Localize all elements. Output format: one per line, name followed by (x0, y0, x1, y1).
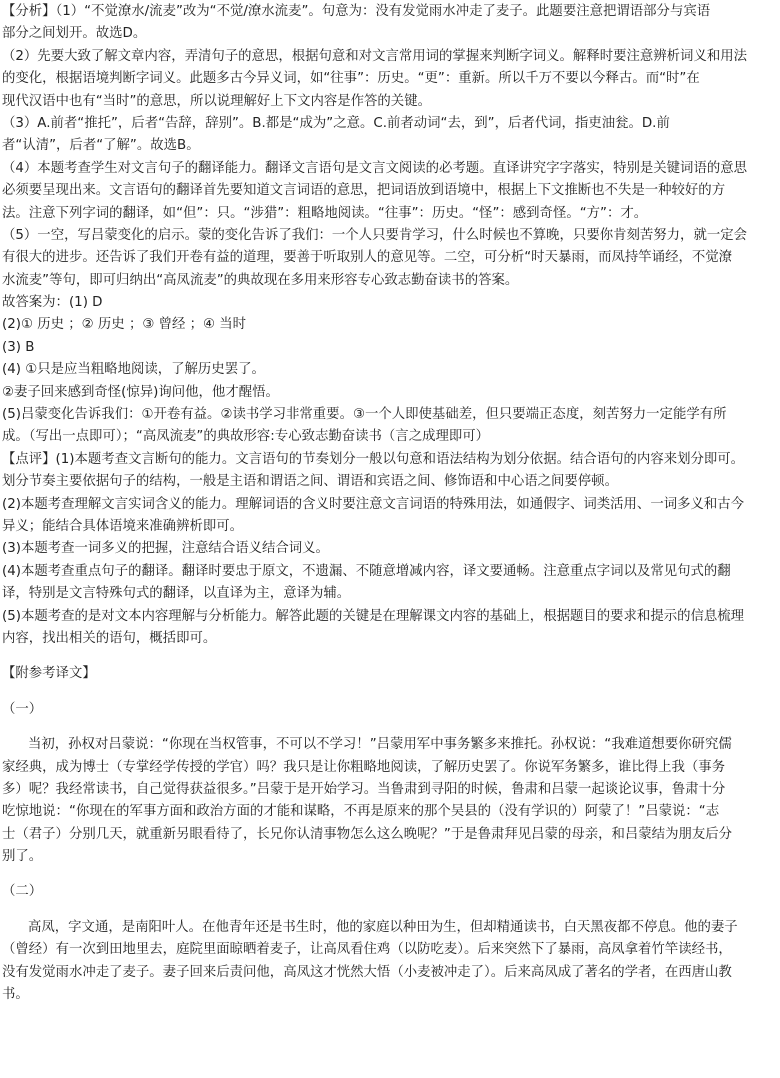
answer-line: (2)① 历史 ；② 历史 ；③ 曾经 ；④ 当时 (2, 317, 247, 333)
part-one-heading: （一） (2, 701, 43, 717)
analysis-line: 必须要呈现出来。文言语句的翻译首先要知道文言词语的意思，把词语放到语境中，根据上下文推断也不失是一种较好的方 (2, 183, 726, 199)
translation-heading: 【附参考译文】 (2, 666, 96, 682)
spacer (2, 904, 776, 917)
analysis-line: （2）先要大致了解文章内容，弄清句子的意思，根据句意和对文言常用词的掌握来判断字词义。解释时要注意辨析词义和用法 (2, 48, 747, 64)
comment-line: (2)本题考查理解文言实词含义的能力。理解词语的含义时要注意文言词语的特殊用法，如通假字、词类活用、一词多义和古今 (2, 496, 745, 512)
answer-line: (5)吕蒙变化告诉我们：①开卷有益。②读书学习非常重要。③一个人即使基础差，但只要端正态度，刻苦努力一定能学有所 (2, 407, 727, 423)
translation-line: 士（君子）分别几天，就重新另眼看待了，长兄你认清事物怎么这么晚呢？”于是鲁肃拜见吕蒙的母亲，和吕蒙结为朋友后分 (2, 826, 733, 842)
translation-line: 家经典，成为博士（专掌经学传授的学官）吗？我只是让你粗略地阅读，了解历史罢了。你说军务繁多，谁比得上我（事务 (2, 759, 726, 775)
analysis-line: 法。注意下列字词的翻译，如“但”：只。“涉猎”：粗略地阅读。“往事”：历史。“怪”：感到奇怪。“方”：才。 (2, 205, 648, 221)
translation-line: 当初，孙权对吕蒙说：“你现在当权管事，不可以不学习！”吕蒙用军中事务繁多来推托。孙权说：“我难道想要你研究儒 (28, 737, 732, 753)
translation-part-one (2, 734, 776, 868)
spacer (2, 650, 776, 663)
analysis-line: 水流麦”等句，即可归纳出“高凤流麦”的典故现在多用来形容专心致志勤奋读书的答案。 (2, 272, 519, 288)
analysis-line: 现代汉语中也有“当时”的意思，所以说理解好上下文内容是作答的关键。 (2, 93, 431, 109)
comment-line: 异义；能结合具体语境来准确辨析即可。 (2, 518, 244, 534)
answer-line: (3) B (2, 339, 35, 355)
answer-line: 成。（写出一点即可）；“高凤流麦”的典故形容:专心致志勤奋读书（言之成理即可） (2, 429, 490, 445)
spacer (2, 868, 776, 881)
translation-line: 没有发觉雨水冲走了麦子。妻子回来后责问他，高凤这才恍然大悟（小麦被冲走了）。后来高凤成了著名的学者，在西唐山教 (2, 964, 732, 980)
answer-line: (4) ①只是应当粗略地阅读，了解历史罢了。 (2, 362, 265, 378)
analysis-line: 部分之间划开。故选D。 (2, 26, 147, 42)
translation-line: 吃惊地说：“你现在的军事方面和政治方面的才能和谋略，不再是原来的那个吴县的（没有学识的）阿蒙了！”吕蒙说：“志 (2, 804, 720, 820)
part-two-heading: （二） (2, 884, 43, 900)
analysis-line: （3）A.前者“推托”，后者“告辞，辞别”。B.都是“成为”之意。C.前者动词“去，到”，后者代词，指吏油瓮。D.前 (2, 115, 670, 131)
spacer (2, 721, 776, 734)
comment-line: 划分节奏主要依据句子的结构，一般是主语和谓语之间、谓语和宾语之间、修饰语和中心语之间要停顿。 (2, 474, 618, 490)
translation-line: （曾经）有一次到田地里去，庭院里面晾晒着麦子，让高凤看住鸡（以防吃麦）。后来突然下了暴雨，高凤拿着竹竿读经书， (2, 942, 732, 958)
translation-line: 多）呢？我经常读书，自己觉得获益很多。”吕蒙于是开始学习。当鲁肃到寻阳的时候，鲁肃和吕蒙一起谈论议事，鲁肃十分 (2, 781, 726, 797)
analysis-line: （5）一空，写吕蒙变化的启示。蒙的变化告诉了我们：一个人只要肯学习，什么时候也不算晚，只要你肯刻苦努力，就一定会 (2, 227, 747, 243)
comment-line: (5)本题考查的是对文本内容理解与分析能力。解答此题的关键是在理解课文内容的基础上，根据题目的要求和提示的信息梳理 (2, 608, 745, 624)
answer-line: ②妻子回来感到奇怪(惊异)询问他，他才醒悟。 (2, 384, 279, 400)
comment-line: (4)本题考查重点句子的翻译。翻译时要忠于原文，不遗漏、不随意增减内容，译文要通畅。注意重点字词以及常见句式的翻 (2, 563, 731, 579)
analysis-line: 【分析】（1）“不觉潦水/流麦”改为“不觉/潦水流麦”。句意为：没有发觉雨水冲走了麦子。此题要注意把谓语部分与宾语 (2, 4, 711, 19)
comments-section (2, 449, 776, 651)
translation-line: 书。 (2, 987, 29, 1003)
analysis-line: 的变化，根据语境判断字词义。此题多古今异义词，如“往事”：历史。“更”：重新。所以千万不要以今释古。而“时”在 (2, 71, 700, 87)
analysis-line: 者“认清”，后者“了解”。故选B。 (2, 138, 200, 154)
comment-line: 【点评】(1)本题考查文言断句的能力。文言语句的节奏划分一般以句意和语法结构为划分依据。结合语句的内容来划分即可。 (2, 451, 745, 467)
analysis-section (2, 0, 776, 292)
translation-line: 高凤，字文通，是南阳叶人。在他青年还是书生时，他的家庭以种田为生，但却精通读书，白天黑夜都不停息。他的妻子 (28, 919, 738, 935)
comment-line: 译，特别是文言特殊句式的翻译，以直译为主，意译为辅。 (2, 586, 351, 602)
comment-line: 内容，找出相关的语句，概括即可。 (2, 630, 217, 646)
answer-line: 故答案为：(1) D (2, 295, 103, 311)
comment-line: (3)本题考查一词多义的把握，注意结合语义结合词义。 (2, 541, 329, 557)
document-page (2, 0, 776, 1006)
analysis-line: （4）本题考查学生对文言句子的翻译能力。翻译文言语句是文言文阅读的必考题。直译讲究字字落实，特别是关键词语的意思 (2, 160, 747, 176)
translation-part-two (2, 917, 776, 1007)
analysis-line: 有很大的进步。还告诉了我们开卷有益的道理，要善于听取别人的意见等。二空，可分析“时天暴雨，而凤持竿诵经，不觉潦 (2, 250, 733, 266)
answers-section (2, 292, 776, 449)
translation-line: 别了。 (2, 849, 43, 865)
spacer (2, 686, 776, 699)
